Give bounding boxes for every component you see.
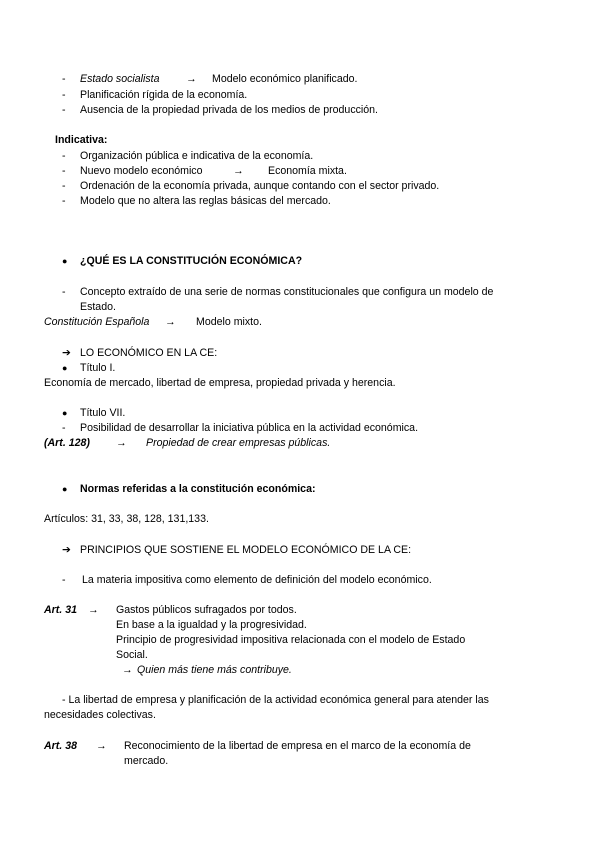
arrow-bullet-icon: ➔ (62, 544, 71, 556)
art38-label: Art. 38 (44, 740, 77, 752)
arrow-icon: → (96, 740, 107, 752)
list-dash: - (62, 286, 66, 298)
bullet-icon: ● (62, 256, 68, 266)
libertad-line2: necesidades colectivas. (44, 709, 156, 721)
libertad-line1: - La libertad de empresa y planificación de la actividad económica general para atender las (62, 694, 489, 706)
list-item: Ordenación de la economía privada, aunque contando con el sector privado. (80, 180, 440, 192)
concepto-line1: Concepto extraído de una serie de normas constitucionales que configura un modelo de (80, 286, 494, 298)
nuevo-modelo-result: Economía mixta. (268, 165, 347, 177)
art38-line2: mercado. (124, 755, 169, 767)
list-dash: - (62, 73, 66, 85)
art128-label: (Art. 128) (44, 437, 90, 449)
list-item: Planificación rígida de la economía. (80, 89, 248, 101)
art31-line1: Gastos públicos sufragados por todos. (116, 604, 297, 616)
list-dash: - (62, 422, 66, 434)
list-item: Ausencia de la propiedad privada de los medios de producción. (80, 104, 378, 116)
titulo-i: Título I. (80, 362, 116, 374)
bullet-icon: ● (62, 484, 68, 494)
titulo-vii: Título VII. (80, 407, 126, 419)
concepto-line2: Estado. (80, 301, 116, 313)
arrow-icon: → (165, 316, 176, 328)
list-dash: - (62, 165, 66, 177)
titulo-vii-item: Posibilidad de desarrollar la iniciativa pública en la actividad económica. (80, 422, 419, 434)
art38-line1: Reconocimiento de la libertad de empresa en el marco de la economía de (124, 740, 471, 752)
list-dash: - (62, 574, 66, 586)
indicativa-heading: Indicativa: (55, 134, 108, 146)
arrow-icon: → (88, 604, 99, 616)
materia-impositiva: La materia impositiva como elemento de definición del modelo económico. (82, 574, 432, 586)
titulo-i-desc: Economía de mercado, libertad de empresa, propiedad privada y herencia. (44, 377, 396, 389)
articulos-list: Artículos: 31, 33, 38, 128, 131,133. (44, 513, 209, 525)
arrow-bullet-icon: ➔ (62, 347, 71, 359)
constitucion-espanola-result: Modelo mixto. (196, 316, 262, 328)
constitucion-espanola-term: Constitución Española (44, 316, 150, 328)
estado-socialista-term: Estado socialista (80, 73, 160, 85)
art31-label: Art. 31 (44, 604, 77, 616)
lo-economico-heading: LO ECONÓMICO EN LA CE: (80, 347, 218, 359)
arrow-icon: → (233, 165, 244, 177)
list-dash: - (62, 195, 66, 207)
arrow-icon: → (186, 73, 197, 85)
bullet-icon: ● (62, 408, 68, 418)
list-dash: - (62, 104, 66, 116)
art31-line3: Principio de progresividad impositiva relacionada con el modelo de Estado (116, 634, 466, 646)
normas-heading: Normas referidas a la constitución económica: (80, 483, 316, 495)
art128-desc: Propiedad de crear empresas públicas. (146, 437, 331, 449)
list-item: Modelo que no altera las reglas básicas del mercado. (80, 195, 331, 207)
art31-line4: Social. (116, 649, 148, 661)
principios-heading: PRINCIPIOS QUE SOSTIENE EL MODELO ECONÓMICO DE LA CE: (80, 544, 412, 556)
arrow-icon: → (122, 664, 133, 676)
art31-quote: Quien más tiene más contribuye. (137, 664, 292, 676)
art31-line2: En base a la igualdad y la progresividad. (116, 619, 307, 631)
bullet-icon: ● (62, 363, 68, 373)
list-dash: - (62, 180, 66, 192)
list-dash: - (62, 89, 66, 101)
estado-socialista-result: Modelo económico planificado. (212, 73, 358, 85)
list-dash: - (62, 150, 66, 162)
arrow-icon: → (116, 437, 127, 449)
constitucion-economica-heading: ¿QUÉ ES LA CONSTITUCIÓN ECONÓMICA? (80, 255, 303, 267)
list-item: Organización pública e indicativa de la economía. (80, 150, 314, 162)
nuevo-modelo-term: Nuevo modelo económico (80, 165, 203, 177)
